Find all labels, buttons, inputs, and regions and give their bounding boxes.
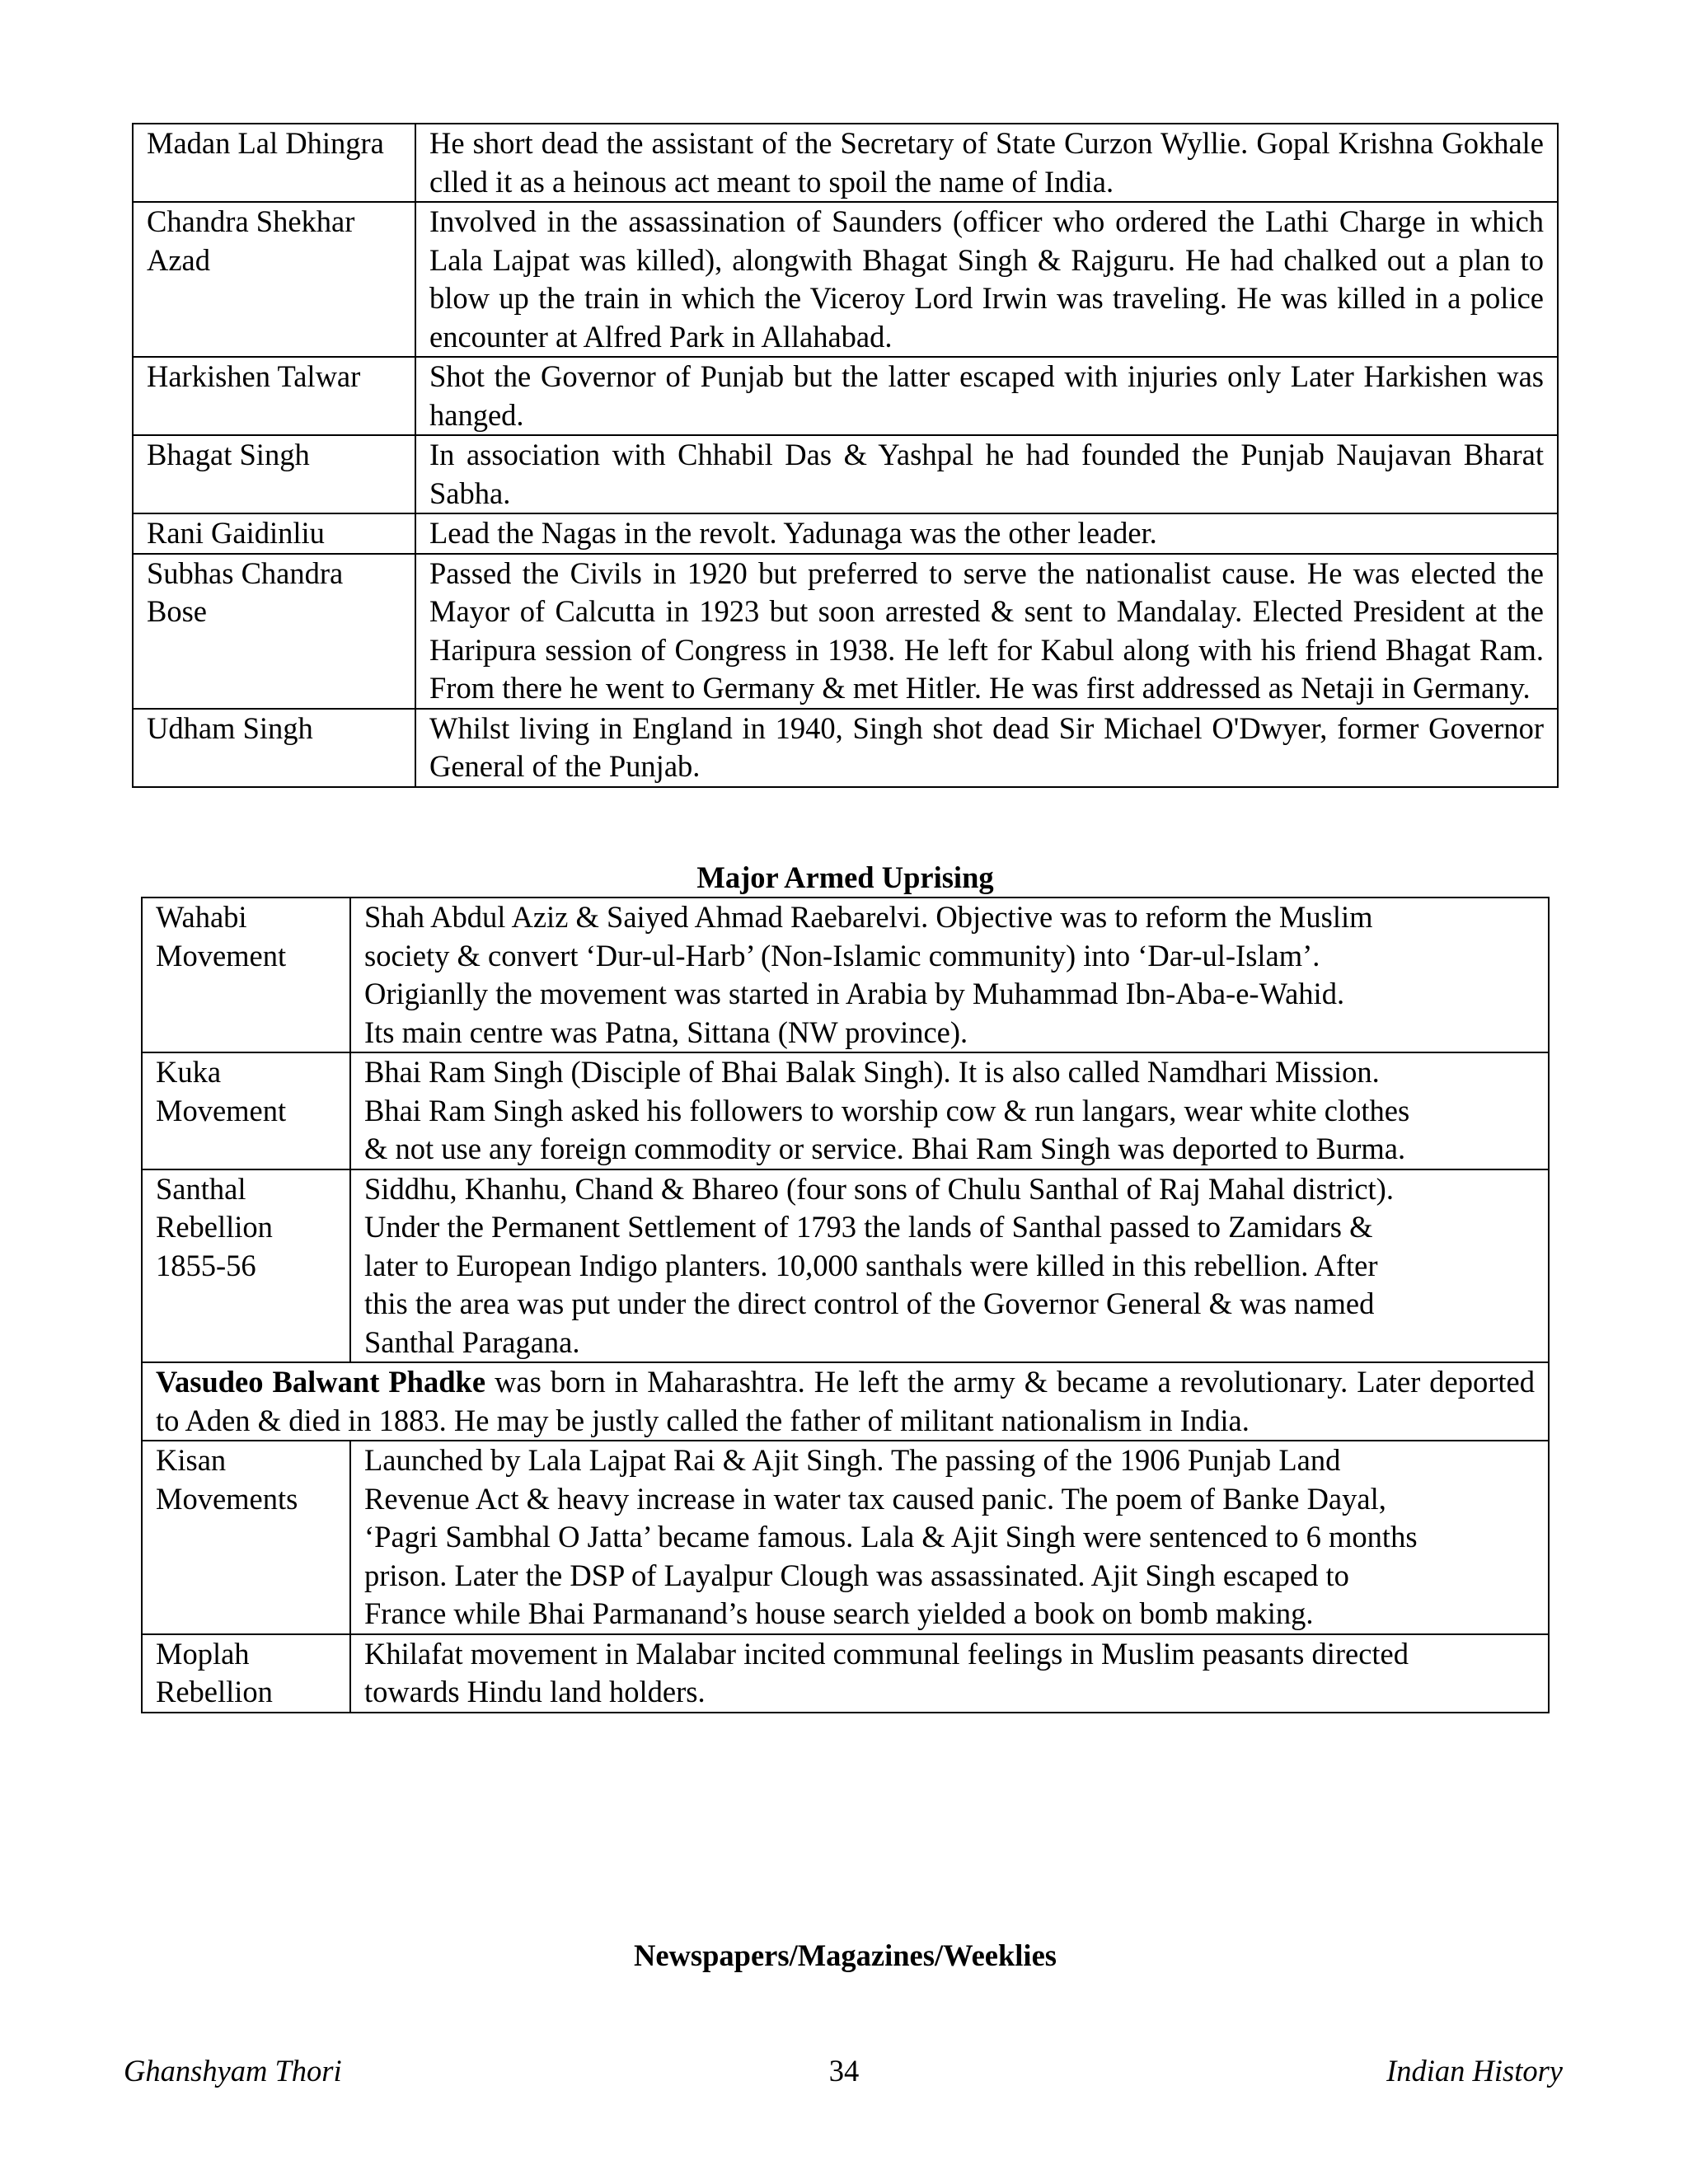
movement-description (350, 1052, 1549, 1169)
person-description: Lead the Nagas in the revolt. Yadunaga was the other leader. (415, 513, 1558, 554)
footer-page-number: 34 (828, 2054, 860, 2088)
person-name: Chandra Shekhar Azad (133, 202, 415, 357)
person-name: Madan Lal Dhingra (133, 124, 415, 202)
table-row-phadke (142, 1362, 1549, 1441)
section-heading-armed-uprising: Major Armed Uprising (696, 860, 994, 894)
phadke-text: was born in Maharashtra. He left the army & became a revolutionary. Later deported to Aden & died in 1883. He may be justly called the father of militant nationalism in India. (156, 1365, 1535, 1437)
description-line: Bhai Ram Singh asked his followers to worship cow & run langars, wear white clothes (364, 1093, 1410, 1127)
table-row (133, 435, 1558, 513)
table-row (133, 124, 1558, 202)
description-line: Khilafat movement in Malabar incited communal feelings in Muslim peasants directed (364, 1636, 1409, 1671)
movement-name: Santhal Rebellion 1855-56 (142, 1169, 350, 1363)
person-description: Passed the Civils in 1920 but preferred to serve the nationalist cause. He was elected the Mayor of Calcutta in 1923 but soon arrested & sent to Mandalay. Elected President at the Haripura session of Congress in 1938. He left for Kabul along with his friend Bhagat Ram. From there he went to Germany & met Hitler. He was first addressed as Netaji in Germany. (415, 554, 1558, 709)
phadke-note (142, 1362, 1549, 1441)
table-row (142, 898, 1549, 1052)
person-description: Whilst living in England in 1940, Singh shot dead Sir Michael O'Dwyer, former Governor General of the Punjab. (415, 709, 1558, 787)
description-line: Launched by Lala Lajpat Rai & Ajit Singh. The passing of the 1906 Punjab Land (364, 1443, 1341, 1477)
table-row (133, 709, 1558, 787)
movement-name: Moplah Rebellion (142, 1634, 350, 1713)
person-description: He short dead the assistant of the Secretary of State Curzon Wyllie. Gopal Krishna Gokhale clled it as a heinous act meant to spoil the name of India. (415, 124, 1558, 202)
description-line: France while Bhai Parmanand’s house search yielded a book on bomb making. (364, 1596, 1314, 1630)
description-line: Santhal Paragana. (364, 1324, 580, 1359)
description-line: Shah Abdul Aziz & Saiyed Ahmad Raebarelvi. Objective was to reform the Muslim (364, 900, 1373, 934)
person-description: Involved in the assassination of Saunders (officer who ordered the Lathi Charge in which Lala Lajpat was killed), alongwith Bhagat Singh & Rajguru. He had chalked out a plan to blow up the train in which the Viceroy Lord Irwin was traveling. He was killed in a police encounter at Alfred Park in Allahabad. (415, 202, 1558, 357)
description-line: Bhai Ram Singh (Disciple of Bhai Balak Singh). It is also called Namdhari Mission. (364, 1055, 1380, 1089)
table-row (133, 357, 1558, 435)
movement-name: Kisan Movements (142, 1441, 350, 1634)
movement-description (350, 898, 1549, 1052)
table-row (133, 513, 1558, 554)
table-row (142, 1441, 1549, 1634)
description-line: this the area was put under the direct control of the Governor General & was named (364, 1286, 1375, 1320)
table-row (142, 1169, 1549, 1363)
description-line: Siddhu, Khanhu, Chand & Bhareo (four sons of Chulu Santhal of Raj Mahal district). (364, 1171, 1394, 1206)
footer-book-title: Indian History (1386, 2054, 1563, 2088)
description-line: later to European Indigo planters. 10,000 santhals were killed in this rebellion. After (364, 1248, 1378, 1282)
movement-name: Kuka Movement (142, 1052, 350, 1169)
description-line: ‘Pagri Sambhal O Jatta’ became famous. Lala & Ajit Singh were sentenced to 6 months (364, 1520, 1418, 1554)
person-description: Shot the Governor of Punjab but the latter escaped with injuries only Later Harkishen was hanged. (415, 357, 1558, 435)
description-line: Origianlly the movement was started in Arabia by Muhammad Ibn-Aba-e-Wahid. (364, 977, 1345, 1010)
description-line: prison. Later the DSP of Layalpur Clough was assassinated. Ajit Singh escaped to (364, 1558, 1349, 1592)
description-line: society & convert ‘Dur-ul-Harb’ (Non-Islamic community) into ‘Dar-ul-Islam’. (364, 938, 1320, 972)
person-name: Udham Singh (133, 709, 415, 787)
person-name: Bhagat Singh (133, 435, 415, 513)
phadke-name: Vasudeo Balwant Phadke (156, 1365, 486, 1399)
description-line: Its main centre was Patna, Sittana (NW province). (364, 1015, 968, 1049)
movement-description (350, 1169, 1549, 1363)
description-line: Under the Permanent Settlement of 1793 the lands of Santhal passed to Zamidars & (364, 1210, 1373, 1244)
description-line: Revenue Act & heavy increase in water tax caused panic. The poem of Banke Dayal, (364, 1481, 1386, 1516)
movement-description (350, 1441, 1549, 1634)
table-row (133, 202, 1558, 357)
table-row (133, 554, 1558, 709)
section-heading-newspapers: Newspapers/Magazines/Weeklies (634, 1938, 1057, 1972)
person-description: In association with Chhabil Das & Yashpal he had founded the Punjab Naujavan Bharat Sabha. (415, 435, 1558, 513)
table-row (142, 1634, 1549, 1713)
person-name: Subhas Chandra Bose (133, 554, 415, 709)
movement-description (350, 1634, 1549, 1713)
table-row (142, 1052, 1549, 1169)
description-line: towards Hindu land holders. (364, 1675, 706, 1708)
movement-name: Wahabi Movement (142, 898, 350, 1052)
person-name: Harkishen Talwar (133, 357, 415, 435)
person-name: Rani Gaidinliu (133, 513, 415, 554)
footer-author: Ghanshyam Thori (124, 2054, 342, 2088)
description-line: & not use any foreign commodity or service. Bhai Ram Singh was deported to Burma. (364, 1132, 1406, 1165)
revolutionaries-table (132, 123, 1559, 788)
armed-uprising-table (141, 897, 1550, 1713)
